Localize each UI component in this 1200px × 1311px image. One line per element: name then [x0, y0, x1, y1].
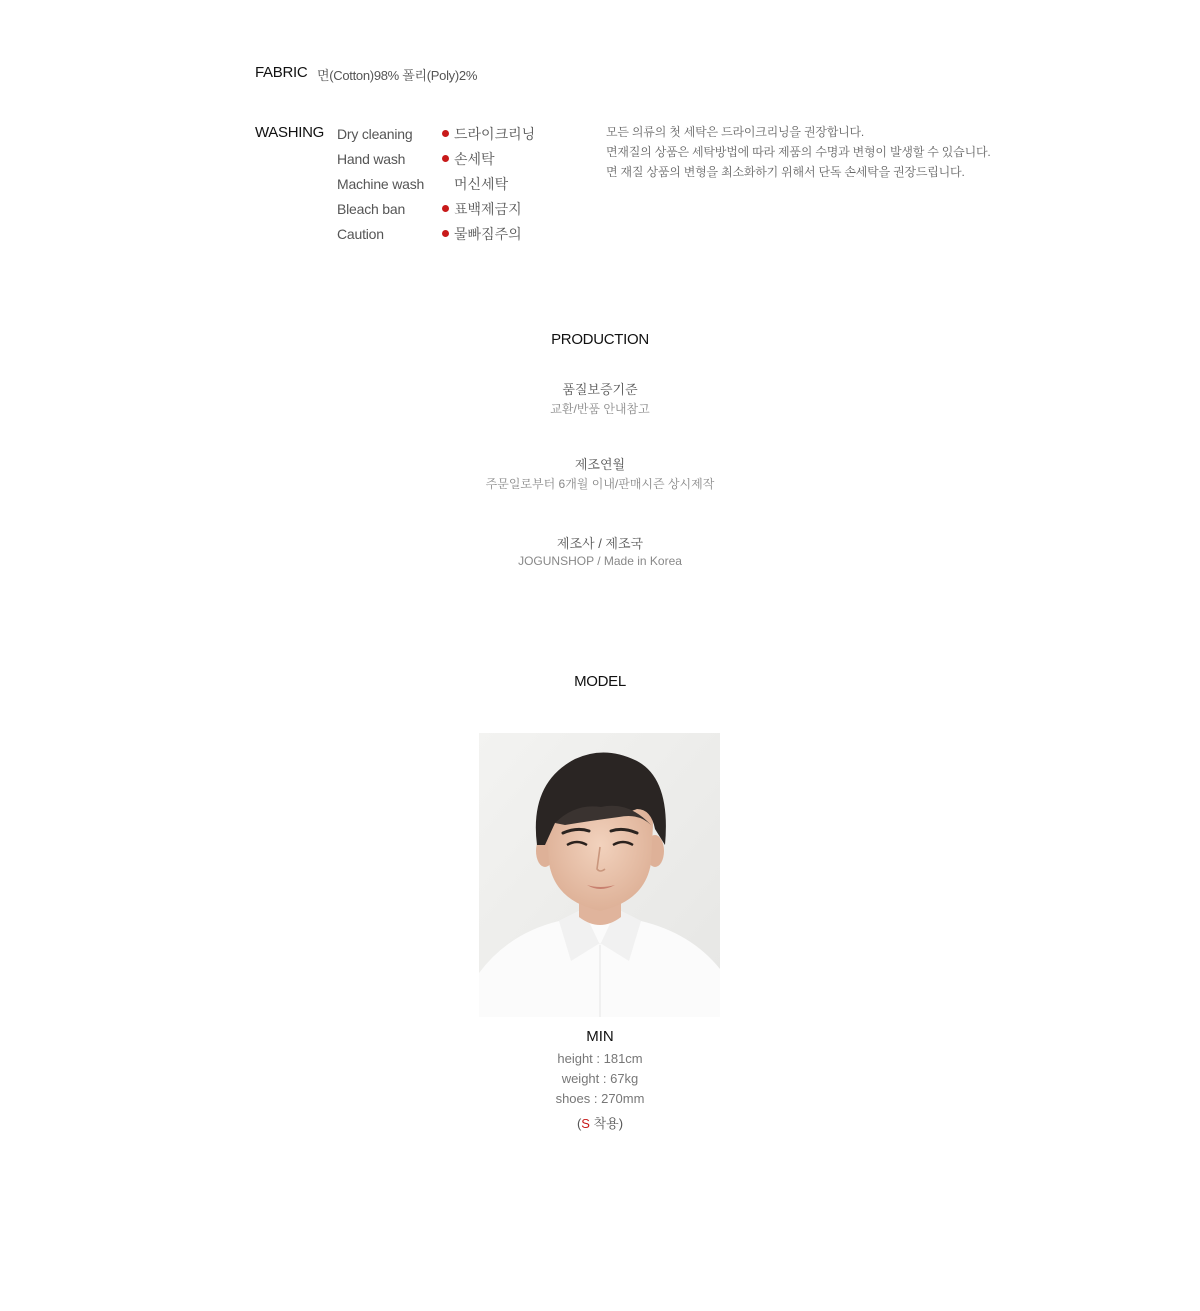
washing-item-dry-cleaning: [337, 121, 557, 146]
size-suffix: 착용): [589, 1116, 624, 1131]
fabric-heading: FABRIC: [255, 64, 308, 81]
washing-item-korean: 손세탁: [454, 150, 495, 167]
washing-item-label: Caution: [337, 225, 384, 242]
washing-item-label: Bleach ban: [337, 200, 406, 217]
washing-item-caution: [337, 221, 557, 246]
washing-item-korean: 머신세탁: [454, 175, 509, 192]
model-shoes: shoes : 270mm: [555, 1091, 645, 1106]
washing-item-bleach-ban: [337, 196, 557, 221]
production-value-quality: 교환/반품 안내참고: [550, 402, 650, 416]
model-height: height : 181cm: [557, 1051, 643, 1066]
washing-list: [337, 121, 557, 246]
washing-item-label: Dry cleaning: [337, 125, 413, 142]
model-photo: [479, 733, 720, 1017]
washing-item-machine-wash: [337, 171, 557, 196]
size-value: S: [581, 1116, 590, 1131]
active-dot-icon: [442, 230, 449, 237]
production-label-quality: 품질보증기준: [562, 382, 638, 397]
washing-note-line: 면재질의 상품은 세탁방법에 따라 제품의 수명과 변형이 발생할 수 있습니다.: [606, 145, 991, 159]
production-value-date: 주문일로부터 6개월 이내/판매시즌 상시제작: [485, 477, 715, 491]
washing-item-hand-wash: [337, 146, 557, 171]
model-weight: weight : 67kg: [561, 1071, 639, 1086]
washing-item-korean: 드라이크리닝: [454, 125, 536, 142]
active-dot-icon: [442, 130, 449, 137]
washing-notes: [606, 122, 1006, 182]
production-value-maker: JOGUNSHOP / Made in Korea: [518, 554, 682, 568]
washing-note-line: 면 재질 상품의 변형을 최소화하기 위해서 단독 손세탁을 권장드립니다.: [606, 165, 965, 179]
fabric-composition: 면(Cotton)98% 폴리(Poly)2%: [317, 68, 478, 83]
washing-item-korean: 표백제금지: [454, 200, 522, 217]
production-heading: PRODUCTION: [551, 331, 649, 348]
active-dot-icon: [442, 155, 449, 162]
washing-item-label: Hand wash: [337, 150, 406, 167]
washing-item-label: Machine wash: [337, 175, 425, 192]
washing-item-korean: 물빠짐주의: [454, 225, 522, 242]
active-dot-icon: [442, 205, 449, 212]
washing-heading: WASHING: [255, 124, 325, 141]
inactive-dot-icon: [442, 180, 449, 187]
size-paren-open: (: [576, 1116, 582, 1131]
washing-note-line: 모든 의류의 첫 세탁은 드라이크리닝을 권장합니다.: [606, 125, 865, 139]
model-size-worn: [0, 1113, 1200, 1132]
model-name: MIN: [586, 1028, 614, 1045]
model-heading: MODEL: [574, 673, 626, 690]
production-label-maker: 제조사 / 제조국: [556, 536, 644, 551]
production-label-date: 제조연월: [574, 457, 626, 472]
